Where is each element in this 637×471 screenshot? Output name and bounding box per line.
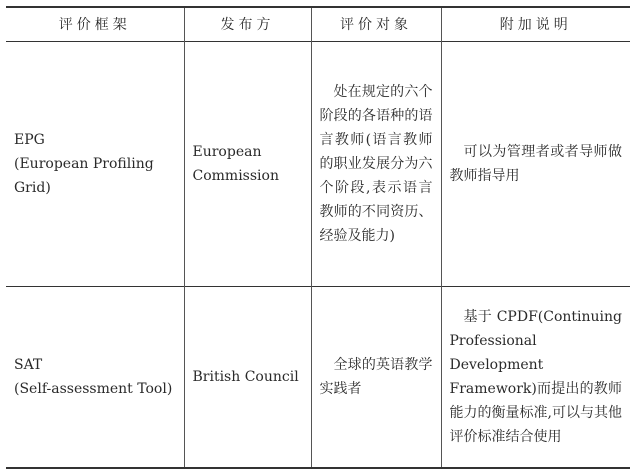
target-cell: 处在规定的六个阶段的各语种的语言教师(语言教师的职业发展分为六个阶段,表示语言教师的不同资历、经验及能力) <box>311 42 441 287</box>
note-cell: 可以为管理者或者导师做教师指导用 <box>441 42 630 287</box>
target-cell: 全球的英语教学实践者 <box>311 287 441 469</box>
table-row <box>6 42 630 287</box>
framework-comparison-table <box>6 6 630 469</box>
framework-full-name: (European Profiling Grid) <box>14 156 154 196</box>
framework-cell <box>6 287 184 469</box>
header-note: 附加说明 <box>441 7 630 42</box>
header-target: 评价对象 <box>311 7 441 42</box>
table-row <box>6 287 630 469</box>
table-header-row <box>6 7 630 42</box>
framework-name: SAT <box>14 357 43 373</box>
framework-cell <box>6 42 184 287</box>
publisher-cell: European Commission <box>184 42 311 287</box>
publisher-cell: British Council <box>184 287 311 469</box>
framework-name: EPG <box>14 132 45 148</box>
framework-full-name: (Self-assessment Tool) <box>14 381 173 397</box>
header-publisher: 发布方 <box>184 7 311 42</box>
header-framework: 评价框架 <box>6 7 184 42</box>
note-cell: 基于 CPDF(Continuing Professional Development Framework)而提出的教师能力的衡量标准,可以与其他评价标准结合使用 <box>441 287 630 469</box>
